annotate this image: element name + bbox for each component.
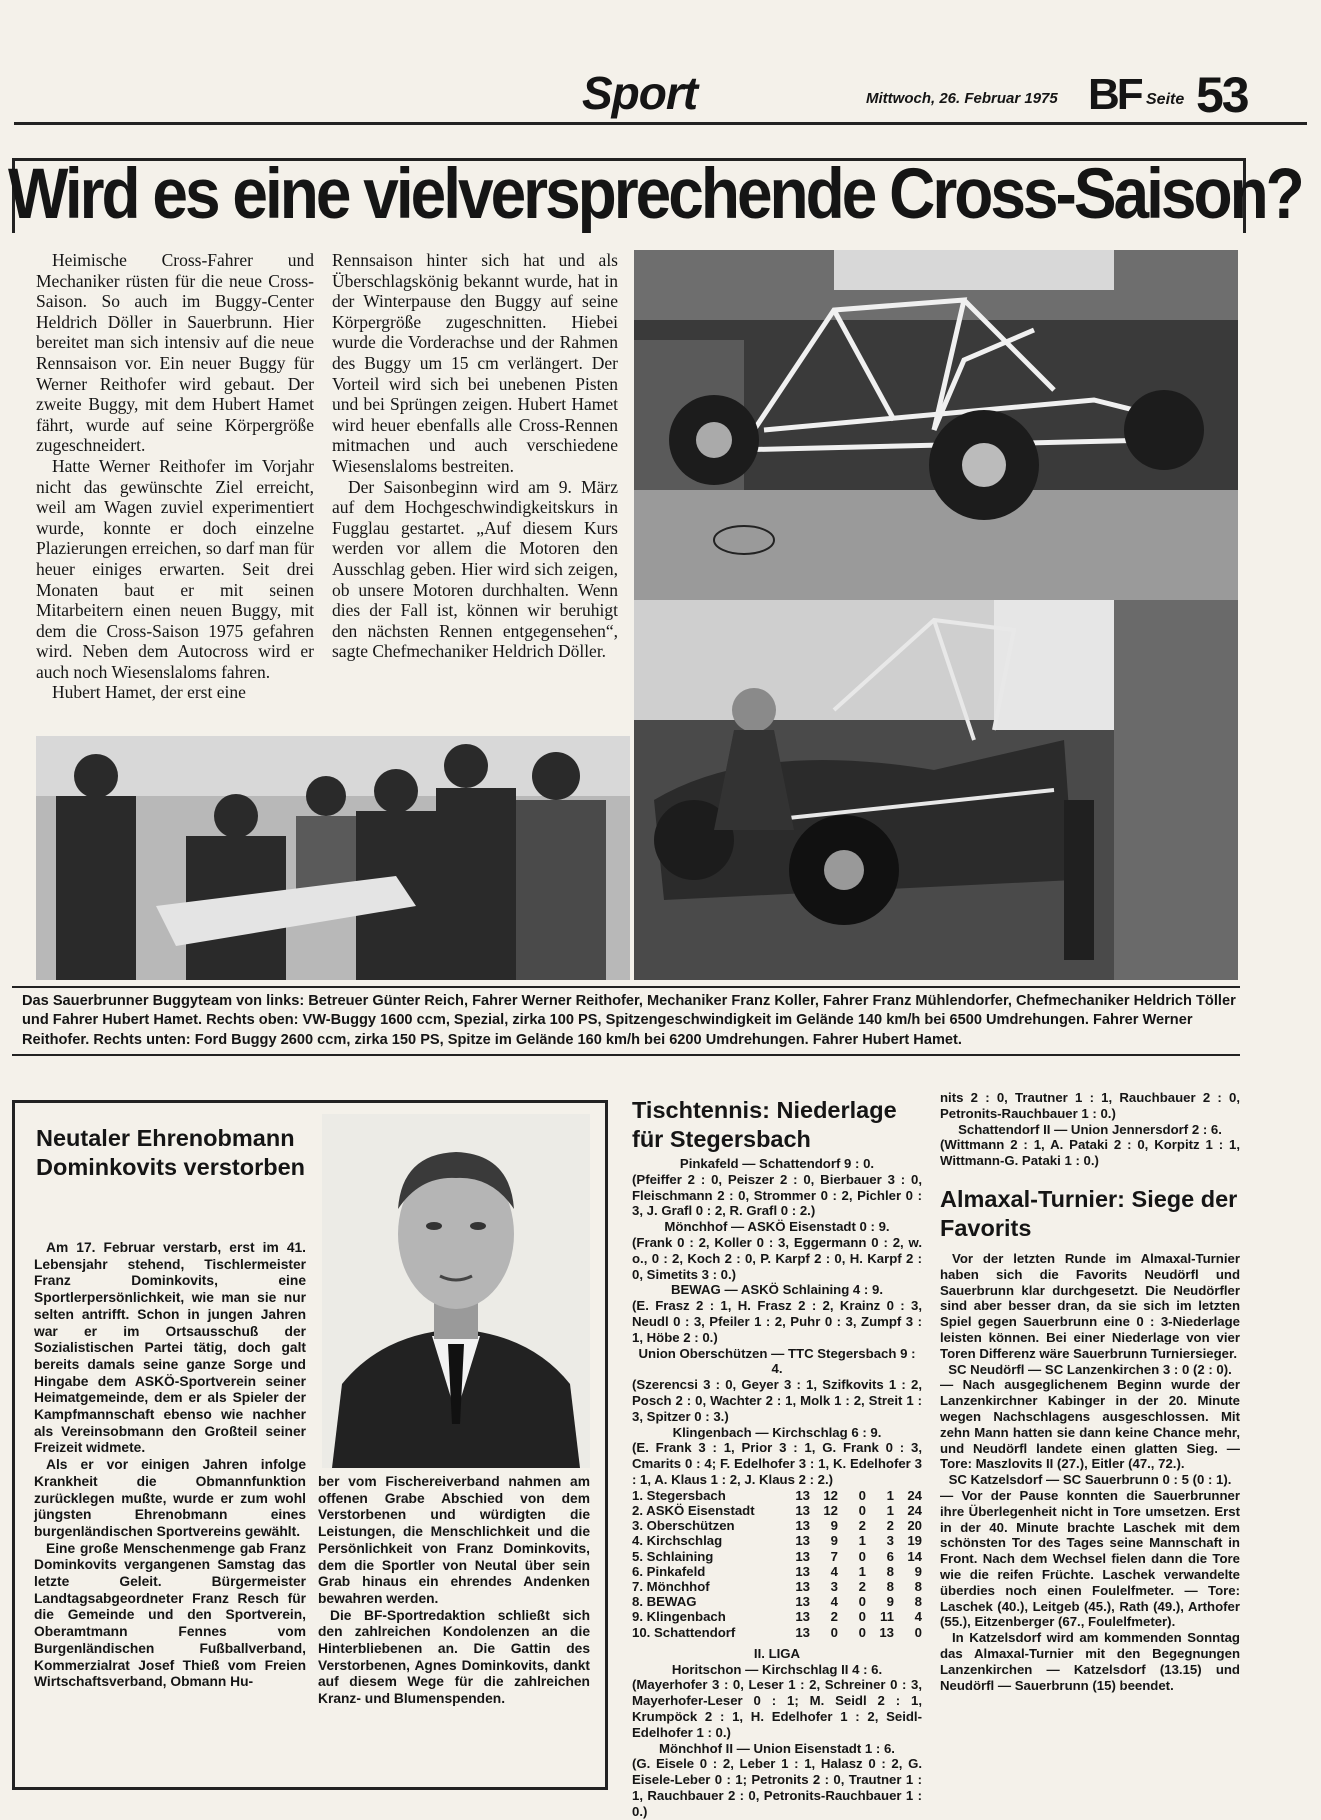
stat-cell: 4 — [914, 1609, 922, 1625]
stat-cell: 19 — [907, 1533, 922, 1549]
vw-buggy-photo — [634, 250, 1238, 600]
match-details: — Vor der Pause konnten die Sauerbrunner ihre Überlegenheit nicht in Tore umsetzen. Erst in der 40. Minute brachte Laschek mit dem schönsten Tor des Tages seine Mannschaft in Front. Nach dem Wechsel fielen dann die Tore wie die reifen Früchte. Laschek verwandelte überdies noch einen Foulelfmeter. — Tore: Laschek (40.), Leitgeb (45.), Rath (49.), Arthofer (55.), Eitzenberger (67., Foulelfmeter). — [940, 1487, 1240, 1630]
stat-cell: 1 — [858, 1563, 866, 1579]
stat-cell: 12 — [823, 1502, 838, 1518]
stat-cell: 13 — [795, 1609, 810, 1625]
stat-cell: 9 — [830, 1518, 838, 1534]
match-details: — Nach ausgeglichenem Beginn wurde der Lanzenkirchner Kabinger in der 20. Minute wegen Nachschlagens ausgeschlossen. Mit zehn Mann hatten sie dann keine Chance mehr, und Neudörfl landete einen glatten Sieg. — Tore: Maszlovits II (27.), Eitler (47., 72.). — [940, 1377, 1240, 1472]
team-name: 3. Oberschützen — [632, 1518, 735, 1534]
stat-cell: 14 — [907, 1548, 922, 1564]
almaxal-paragraph: Vor der letzten Runde im Almaxal-Turnier haben sich die Favorits Neudörfl und Sauerbrunn klar durchgesetzt. Die Neudörfler sind aber besser dran, da sie sich im letzten Spiel gegen Sauerbrunn eine 0 : 3-Niederlage leisten können. Bei einer Niederlage von vier Toren Differenz wäre Sauerbrunn Turniersieger. — [940, 1250, 1240, 1361]
standings-row — [632, 1609, 922, 1624]
stat-cell: 7 — [830, 1548, 838, 1564]
stat-cell: 20 — [907, 1518, 922, 1534]
standings-row — [632, 1579, 922, 1594]
match-heading: Klingenbach — Kirchschlag 6 : 9. — [672, 1424, 882, 1440]
stat-cell: 0 — [914, 1624, 922, 1640]
team-name: 5. Schlaining — [632, 1548, 714, 1564]
team-name: 7. Mönchhof — [632, 1578, 710, 1594]
match-details: (Wittmann 2 : 1, A. Pataki 2 : 0, Korpitz 1 : 1, Wittmann-G. Pataki 1 : 0.) — [940, 1137, 1240, 1169]
standings-table — [632, 1488, 922, 1640]
ford-buggy-photo — [634, 600, 1238, 980]
stat-cell: 13 — [795, 1624, 810, 1640]
stat-cell: 24 — [907, 1502, 922, 1518]
match-heading: BEWAG — ASKÖ Schlaining 4 : 9. — [670, 1282, 883, 1298]
stat-cell: 2 — [830, 1609, 838, 1625]
stat-cell: 0 — [858, 1502, 866, 1518]
obituary-column-2 — [318, 1474, 590, 1708]
stat-cell: 1 — [886, 1502, 894, 1518]
page-number: 53 — [1196, 67, 1248, 123]
match-details: (Mayerhofer 3 : 0, Leser 1 : 2, Schreiner 0 : 3, Mayerhofer-Leser 0 : 1; M. Seidl 2 : 1, Krumpöck 2 : 1, H. Edelhofer 1 : 2, Seidl-Edelhofer 1 : 0.) — [632, 1677, 922, 1740]
stat-cell: 13 — [795, 1563, 810, 1579]
team-name: 10. Schattendorf — [632, 1624, 736, 1640]
section-title: Sport — [582, 67, 698, 119]
stat-cell: 2 — [858, 1578, 866, 1594]
stat-cell: 8 — [914, 1578, 922, 1594]
buggy-team-photo — [36, 736, 630, 980]
newspaper-logo: BF — [1088, 70, 1141, 119]
stat-cell: 0 — [858, 1594, 866, 1610]
match-heading: Mönchhof II — Union Eisenstadt 1 : 6. — [659, 1740, 895, 1756]
match-details: (E. Frank 3 : 1, Prior 3 : 1, G. Frank 0 : 3, Cmarits 0 : 4; F. Edelhofer 3 : 1, K. Edelhofer 3 : 1, A. Klaus 1 : 2, J. Klaus 2 : 2.) — [632, 1440, 922, 1487]
liga-heading: II. LIGA — [753, 1645, 801, 1661]
match-heading: SC Katzelsdorf — SC Sauerbrunn 0 : 5 (0 : 1). — [948, 1472, 1232, 1488]
match-heading: Mönchhof — ASKÖ Eisenstadt 0 : 9. — [664, 1219, 890, 1235]
stat-cell: 13 — [795, 1502, 810, 1518]
stat-cell: 2 — [858, 1518, 866, 1534]
almaxal-title: Almaxal-Turnier: Siege der Favorits — [940, 1185, 1238, 1241]
match-details: (Szerencsi 3 : 0, Geyer 3 : 1, Szifkovits 1 : 2, Posch 2 : 0, Wachter 2 : 1, Molk 1 : 2, Streit 1 : 3, Spitzer 0 : 3.) — [632, 1377, 922, 1424]
almaxal-paragraph: In Katzelsdorf wird am kommenden Sonntag das Almaxal-Turnier mit den Begegnungen Lanzenkirchen — Katzelsdorf (13.15) und Neudörfl — Sauerbrunn (15) beendet. — [940, 1630, 1240, 1693]
stat-cell: 13 — [879, 1624, 894, 1640]
match-heading: Pinkafeld — Schattendorf 9 : 0. — [679, 1156, 875, 1171]
standings-row — [632, 1503, 922, 1518]
stat-cell: 4 — [830, 1563, 838, 1579]
match-details: (E. Frasz 2 : 1, H. Frasz 2 : 2, Krainz 0 : 3, Neudl 0 : 3, Pfeiler 1 : 2, Puhr 0 : 3, Zumpf 3 : 1, Höbe 2 : 0.) — [632, 1298, 922, 1345]
standings-row — [632, 1594, 922, 1609]
stat-cell: 8 — [886, 1563, 894, 1579]
standings-row — [632, 1518, 922, 1533]
issue-date: Mittwoch, 26. Februar 1975 — [866, 90, 1058, 107]
match-details: (Pfeiffer 2 : 0, Peiszer 2 : 0, Bierbauer 3 : 0, Fleischmann 2 : 0, Strommer 0 : 2, Pichler 0 : 3, J. Grafl 0 : 2, R. Grafl 0 : 2.) — [632, 1171, 922, 1219]
match-heading: SC Neudörfl — SC Lanzenkirchen 3 : 0 (2 : 0). — [948, 1361, 1232, 1377]
standings-row — [632, 1564, 922, 1579]
stat-cell: 9 — [914, 1563, 922, 1579]
stat-cell: 24 — [907, 1487, 922, 1503]
standings-row — [632, 1625, 922, 1640]
stat-cell: 2 — [886, 1518, 894, 1534]
obituary-paragraph: Eine große Menschenmenge gab Franz Dominkovits vergangenen Samstag das letzte Geleit. Bürgermeister Landtagsabgeordneter Franz Resch für die Gemeinde und den Sportverein, Oberamtmann Fennes vom Burgenländischen Fußballverband, Kommerzialrat Josef Thieß vom Freien Wirtschaftsverband, Obmann Hu- — [34, 1540, 306, 1690]
stat-cell: 13 — [795, 1578, 810, 1594]
stat-cell: 1 — [858, 1533, 866, 1549]
obituary-paragraph: Als er vor einigen Jahren infolge Krankheit die Obmannfunktion zurücklegen mußte, wurde er zum wohl jüngsten Ehrenobmann eines burgenländischen Sportvereins gewählt. — [34, 1457, 306, 1539]
stat-cell: 0 — [858, 1624, 866, 1640]
team-name: 4. Kirchschlag — [632, 1533, 723, 1549]
obituary-title: Neutaler Ehrenobmann Dominkovits verstorben — [36, 1125, 306, 1180]
article-paragraph: Hubert Hamet, der erst eine — [52, 682, 246, 703]
stat-cell: 13 — [795, 1594, 810, 1610]
stat-cell: 4 — [830, 1594, 838, 1610]
stat-cell: 13 — [795, 1487, 810, 1503]
stat-cell: 0 — [858, 1548, 866, 1564]
match-heading: Union Oberschützen — TTC Stegersbach 9 : 4. — [638, 1345, 916, 1377]
stat-cell: 8 — [886, 1578, 894, 1594]
continuation-text: nits 2 : 0, Trautner 1 : 1, Rauchbauer 2 : 0, Petronits-Rauchbauer 1 : 0.) — [940, 1090, 1240, 1121]
standings-row — [632, 1549, 922, 1564]
obituary-paragraph: Am 17. Februar verstarb, erst im 41. Lebensjahr stehend, Tischlermeister Franz Dominkovits, eine Sportlerpersönlichkeit, wie man sie nur selten antrifft. Schon in jungen Jahren war er im Ortsausschuß der Sozialistischen Partei tätig, doch galt bereits damals seine ganze Sorge und Hingabe dem ASKÖ-Sportverein seiner Heimatgemeinde, dem er als Spieler der Kampfmannschaft ebenso wie nachher als Vereinsobmann den Großteil seiner Freizeit widmete. — [34, 1240, 306, 1456]
article-paragraph: Heimische Cross-Fahrer und Mechaniker rüsten für die neue Cross-Saison. So auch im Buggy-Center Heldrich Döller in Sauerbrunn. Hier bereitet man sich intensiv auf die neue Rennsaison vor. Ein neuer Buggy für Werner Reithofer wird gebaut. Der zweite Buggy, mit dem Hubert Hamet fährt, wurde auf seine Körpergröße zugeschneidert. — [36, 250, 314, 456]
stat-cell: 1 — [886, 1487, 894, 1503]
match-heading: Schattendorf II — Union Jennersdorf 2 : 6. — [958, 1121, 1222, 1137]
portrait-photo — [322, 1114, 590, 1468]
obituary-paragraph: ber vom Fischereiverband nahmen am offenen Grabe Abschied von dem Verstorbenen und würdigten die Leistungen, die Menschlichkeit und die Persönlichkeit von Franz Dominkovits, dem die Sportler von Neutal über sein Grab hinaus ein ehrendes Andenken bewahren werden. — [318, 1474, 590, 1606]
article-headline: Wird es eine vielversprechende Cross-Saison? — [8, 153, 1302, 234]
standings-row — [632, 1488, 922, 1503]
stat-cell: 11 — [880, 1609, 894, 1625]
photo-caption-box — [12, 986, 1240, 1056]
stat-cell: 0 — [830, 1624, 838, 1640]
article-column-2 — [332, 250, 618, 662]
stat-cell: 13 — [795, 1518, 810, 1534]
stat-cell: 3 — [830, 1578, 838, 1594]
stat-cell: 9 — [830, 1533, 838, 1549]
team-name: 9. Klingenbach — [632, 1609, 726, 1625]
team-name: 8. BEWAG — [632, 1594, 697, 1610]
team-name: 2. ASKÖ Eisenstadt — [632, 1502, 755, 1518]
tischtennis-title: Tischtennis: Niederlage für Stegersbach — [632, 1097, 897, 1152]
tischtennis-results — [632, 1156, 922, 1820]
obituary-column-1 — [34, 1240, 306, 1691]
team-name: 1. Stegersbach — [632, 1487, 726, 1503]
obituary-paragraph: Die BF-Sportredaktion schließt sich den zahlreichen Kondolenzen an die Hinterbliebenen an. Die Gattin des Verstorbenen, Agnes Dominkovits, dankt auf diesem Wege für die zahlreichen Kranz- und Blumenspenden. — [318, 1607, 590, 1707]
match-details: (Frank 0 : 2, Koller 0 : 3, Eggermann 0 : 2, w. o., 0 : 2, Koch 2 : 0, P. Karpf 2 : 0, H. Karpf 2 : 0, Simetits 3 : 0.) — [632, 1234, 922, 1282]
stat-cell: 3 — [886, 1533, 894, 1549]
standings-row — [632, 1533, 922, 1548]
header-rule — [14, 122, 1307, 125]
article-paragraph: Rennsaison hinter sich hat und als Überschlagskönig bekannt wurde, hat in der Winterpause den Buggy auf seine Körpergröße zugeschnitten. Hiebei wurde die Vorderachse und der Rahmen des Buggy um 15 cm verlängert. Der Vorteil wird sich bei unebenen Pisten und bei Sprüngen zeigen. Hubert Hamet wird heuer ebenfalls alle Cross-Rennen mitmachen und auch verschiedene Wiesenslaloms bestreiten. — [332, 250, 618, 476]
stat-cell: 13 — [795, 1548, 810, 1564]
photo-caption: Das Sauerbrunner Buggyteam von links: Betreuer Günter Reich, Fahrer Werner Reithofer, Mechaniker Franz Koller, Fahrer Franz Mühlendorfer, Chefmechaniker Heldrich Töller und Fahrer Hubert Hamet. Rechts oben: VW-Buggy 1600 ccm, Spezial, zirka 100 PS, Spitzengeschwindigkeit im Gelände 140 km/h bei 6500 Umdrehungen. Fahrer Werner Reithofer. Rechts unten: Ford Buggy 2600 ccm, zirka 150 PS, Spitze im Gelände 160 km/h bei 6200 Umdrehungen. Fahrer Hubert Hamet. — [22, 993, 1236, 1048]
match-heading: Horitschon — Kirchschlag II 4 : 6. — [671, 1661, 883, 1677]
stat-cell: 6 — [886, 1548, 894, 1564]
right-column — [940, 1090, 1240, 1693]
stat-cell: 0 — [858, 1487, 866, 1503]
page-label: Seite — [1146, 91, 1185, 108]
team-name: 6. Pinkafeld — [632, 1563, 706, 1579]
article-column-1 — [36, 250, 314, 703]
article-paragraph: Hatte Werner Reithofer im Vorjahr nicht das gewünschte Ziel erreicht, weil am Wagen zuviel experimentiert wurde, konnte er doch einzelne Plazierungen erreichen, so darf man für heuer einiges erwarten. Seit drei Monaten baut er mit seinen Mitarbeitern einen neuen Buggy, mit dem die Cross-Saison 1975 gefahren wird. Neben dem Autocross wird er auch noch Wiesenslaloms fahren. — [36, 455, 314, 682]
stat-cell: 13 — [795, 1533, 810, 1549]
article-paragraph: Der Saisonbeginn wird am 9. März auf dem Hochgeschwindigkeitskurs in Fugglau gestartet. „Auf diesem Kurs werden vor allem die Motoren den Ausschlag geben. Hier wird sich zeigen, ob unsere Motoren durchhalten. Wenn dies der Fall ist, können wir beruhigt den nächsten Rennen entgegensehen“, sagte Chefmechaniker Heldrich Döller. — [332, 476, 618, 662]
stat-cell: 9 — [886, 1594, 894, 1610]
stat-cell: 8 — [914, 1594, 922, 1610]
stat-cell: 12 — [823, 1487, 838, 1503]
stat-cell: 0 — [858, 1609, 866, 1625]
match-details: (G. Eisele 0 : 2, Leber 1 : 1, Halasz 0 : 2, G. Eisele-Leber 0 : 1; Petronits 2 : 0, Trautner 1 : 1, Rauchbauer 2 : 0, Petronits-Rauchbauer 1 : 0.) — [632, 1756, 922, 1819]
